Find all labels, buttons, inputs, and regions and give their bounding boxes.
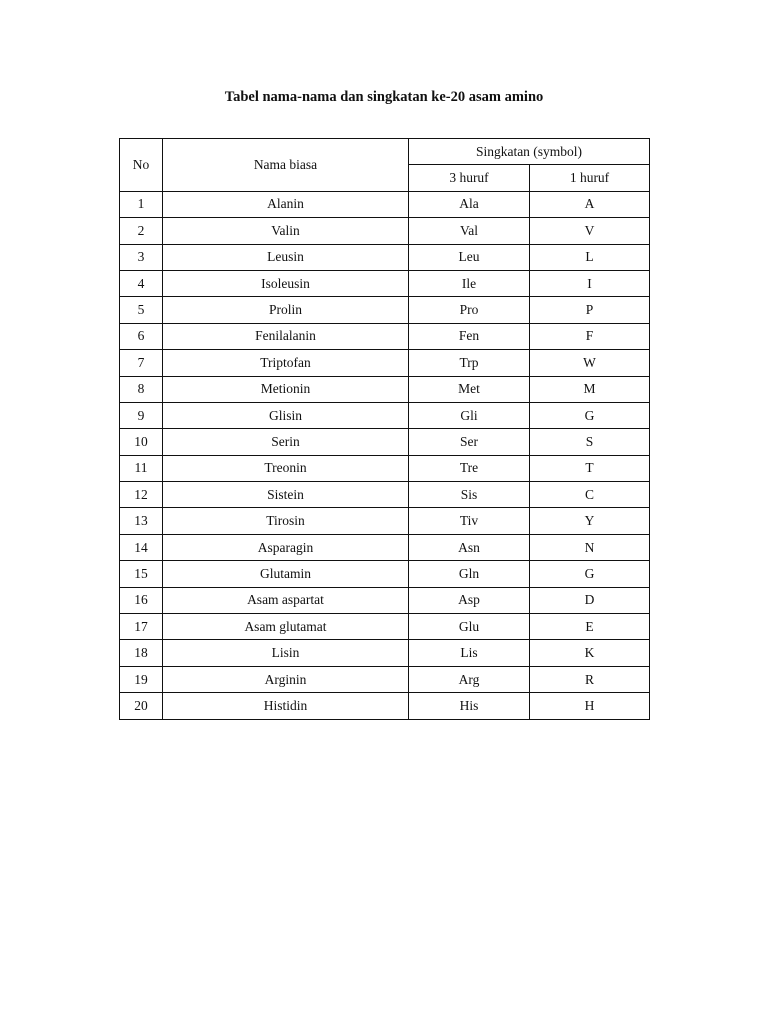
cell-no: 12 — [120, 482, 163, 508]
table-row — [120, 191, 650, 217]
cell-no: 16 — [120, 587, 163, 613]
cell-three-letter: Ser — [409, 429, 530, 455]
cell-one-letter: N — [530, 534, 650, 560]
cell-three-letter: Arg — [409, 666, 530, 692]
cell-name: Triptofan — [163, 350, 409, 376]
cell-name: Lisin — [163, 640, 409, 666]
cell-no: 15 — [120, 561, 163, 587]
table-row — [120, 614, 650, 640]
cell-no: 14 — [120, 534, 163, 560]
table-row — [120, 402, 650, 428]
table-row — [120, 561, 650, 587]
cell-one-letter: Y — [530, 508, 650, 534]
page-title: Tabel nama-nama dan singkatan ke-20 asam amino — [224, 89, 544, 105]
cell-three-letter: Tiv — [409, 508, 530, 534]
cell-three-letter: Met — [409, 376, 530, 402]
cell-no: 2 — [120, 218, 163, 244]
cell-one-letter: P — [530, 297, 650, 323]
header-three-letter: 3 huruf — [409, 165, 530, 191]
table-row — [120, 323, 650, 349]
table-row — [120, 270, 650, 296]
cell-one-letter: L — [530, 244, 650, 270]
cell-no: 5 — [120, 297, 163, 323]
cell-no: 7 — [120, 350, 163, 376]
cell-three-letter: Lis — [409, 640, 530, 666]
cell-no: 10 — [120, 429, 163, 455]
cell-one-letter: D — [530, 587, 650, 613]
table-row — [120, 666, 650, 692]
cell-one-letter: W — [530, 350, 650, 376]
table-row — [120, 376, 650, 402]
table-row — [120, 429, 650, 455]
table-row — [120, 534, 650, 560]
cell-no: 11 — [120, 455, 163, 481]
table-row — [120, 508, 650, 534]
header-no: No — [120, 139, 163, 192]
cell-name: Valin — [163, 218, 409, 244]
cell-name: Fenilalanin — [163, 323, 409, 349]
cell-one-letter: V — [530, 218, 650, 244]
cell-no: 4 — [120, 270, 163, 296]
cell-name: Asparagin — [163, 534, 409, 560]
cell-no: 1 — [120, 191, 163, 217]
cell-one-letter: T — [530, 455, 650, 481]
cell-three-letter: Trp — [409, 350, 530, 376]
table-row — [120, 350, 650, 376]
cell-three-letter: Ala — [409, 191, 530, 217]
cell-name: Prolin — [163, 297, 409, 323]
cell-one-letter: K — [530, 640, 650, 666]
table-row — [120, 244, 650, 270]
cell-name: Isoleusin — [163, 270, 409, 296]
cell-three-letter: Pro — [409, 297, 530, 323]
table-header — [120, 139, 650, 192]
table-row — [120, 218, 650, 244]
header-name: Nama biasa — [163, 139, 409, 192]
cell-three-letter: Tre — [409, 455, 530, 481]
cell-three-letter: Ile — [409, 270, 530, 296]
table-row — [120, 693, 650, 719]
cell-one-letter: S — [530, 429, 650, 455]
cell-no: 6 — [120, 323, 163, 349]
table-row — [120, 587, 650, 613]
cell-one-letter: M — [530, 376, 650, 402]
amino-acid-table — [119, 138, 650, 720]
cell-three-letter: Leu — [409, 244, 530, 270]
cell-name: Serin — [163, 429, 409, 455]
header-one-letter: 1 huruf — [530, 165, 650, 191]
cell-three-letter: Val — [409, 218, 530, 244]
cell-name: Treonin — [163, 455, 409, 481]
cell-no: 9 — [120, 402, 163, 428]
table-row — [120, 482, 650, 508]
cell-no: 3 — [120, 244, 163, 270]
cell-three-letter: Fen — [409, 323, 530, 349]
cell-name: Arginin — [163, 666, 409, 692]
cell-name: Glisin — [163, 402, 409, 428]
cell-name: Tirosin — [163, 508, 409, 534]
cell-name: Asam aspartat — [163, 587, 409, 613]
cell-no: 13 — [120, 508, 163, 534]
cell-three-letter: Asn — [409, 534, 530, 560]
table-row — [120, 640, 650, 666]
cell-one-letter: H — [530, 693, 650, 719]
cell-name: Glutamin — [163, 561, 409, 587]
cell-one-letter: C — [530, 482, 650, 508]
cell-name: Histidin — [163, 693, 409, 719]
header-row-top — [120, 139, 650, 165]
cell-three-letter: Sis — [409, 482, 530, 508]
cell-name: Asam glutamat — [163, 614, 409, 640]
cell-no: 18 — [120, 640, 163, 666]
cell-name: Alanin — [163, 191, 409, 217]
cell-three-letter: Asp — [409, 587, 530, 613]
cell-no: 8 — [120, 376, 163, 402]
cell-one-letter: G — [530, 561, 650, 587]
cell-one-letter: R — [530, 666, 650, 692]
cell-name: Metionin — [163, 376, 409, 402]
cell-one-letter: I — [530, 270, 650, 296]
cell-one-letter: E — [530, 614, 650, 640]
header-symbol: Singkatan (symbol) — [409, 139, 650, 165]
cell-three-letter: Gln — [409, 561, 530, 587]
cell-one-letter: F — [530, 323, 650, 349]
cell-one-letter: A — [530, 191, 650, 217]
cell-no: 20 — [120, 693, 163, 719]
cell-name: Sistein — [163, 482, 409, 508]
table-body — [120, 191, 650, 719]
cell-three-letter: Gli — [409, 402, 530, 428]
cell-one-letter: G — [530, 402, 650, 428]
table-row — [120, 455, 650, 481]
cell-no: 19 — [120, 666, 163, 692]
cell-three-letter: Glu — [409, 614, 530, 640]
cell-name: Leusin — [163, 244, 409, 270]
cell-no: 17 — [120, 614, 163, 640]
table-row — [120, 297, 650, 323]
cell-three-letter: His — [409, 693, 530, 719]
